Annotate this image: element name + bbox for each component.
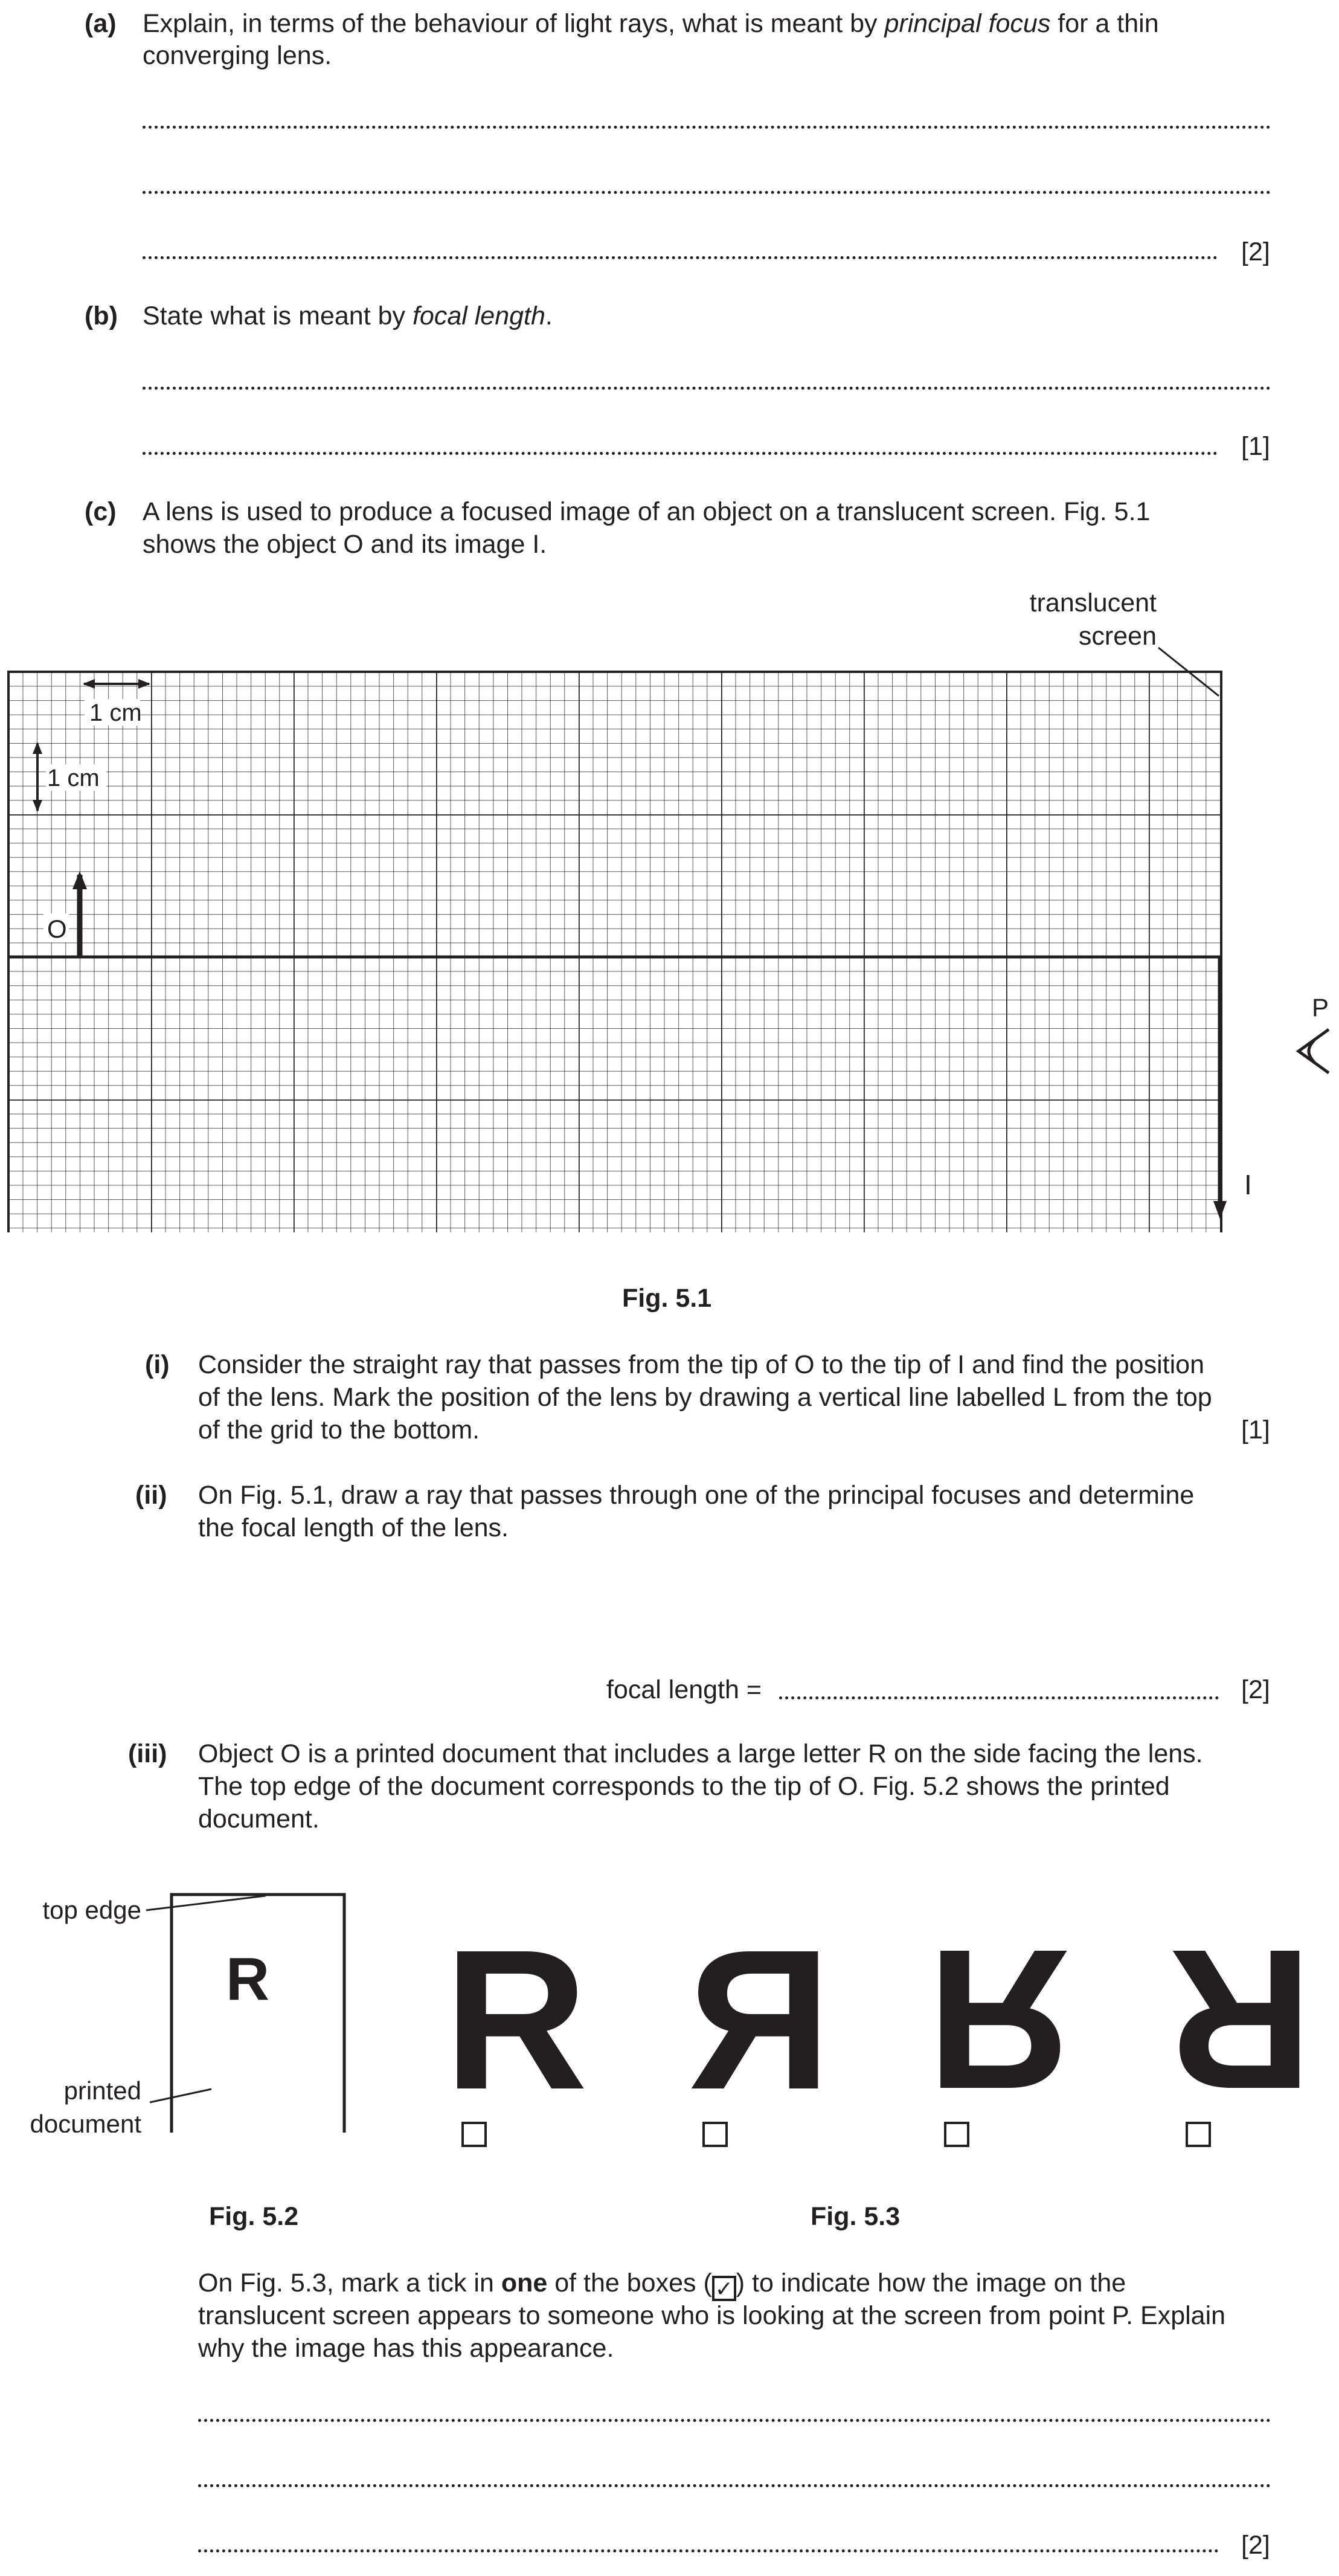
part-a-label: (a) — [85, 9, 117, 38]
fig-5-1 — [0, 580, 1339, 1232]
part-c-line1: A lens is used to produce a focused image of an object on a translucent screen. Fig. 5.1 — [143, 497, 1151, 526]
part-ciii-line3: document. — [198, 1805, 319, 1834]
option-3-checkbox[interactable] — [944, 2122, 969, 2147]
fig-5-2-caption: Fig. 5.2 — [209, 2202, 299, 2231]
part-cii-line2: the focal length of the lens. — [198, 1513, 509, 1542]
top-edge-label: top edge — [42, 1896, 141, 1924]
answer-line-b1[interactable] — [143, 387, 1271, 390]
part-ciii-label: (iii) — [128, 1739, 167, 1768]
document-letter: R — [225, 1945, 270, 2013]
document-label-line1: printed — [63, 2076, 141, 2105]
option-1-letter: R — [444, 1908, 588, 2131]
part-a-question-line2: converging lens. — [143, 41, 332, 70]
focal-length-label: focal length = — [606, 1675, 762, 1704]
option-1-checkbox[interactable] — [461, 2122, 487, 2147]
tick-instruction-line2: translucent screen appears to someone who is looking at the screen from point P. Explain — [198, 2301, 1226, 2330]
answer-line-b2[interactable] — [143, 452, 1218, 455]
part-a-marks: [2] — [1241, 237, 1270, 266]
option-2-letter-mirrored: R — [687, 1908, 832, 2131]
option-3-letter-flipped: R — [927, 1908, 1071, 2131]
answer-line-ciii2[interactable] — [198, 2484, 1271, 2487]
part-ci-line2: of the lens. Mark the position of the lens by drawing a vertical line labelled L from the top — [198, 1383, 1212, 1412]
part-ciii-line1: Object O is a printed document that includes a large letter R on the side facing the lens. — [198, 1739, 1203, 1768]
part-ci-marks: [1] — [1241, 1415, 1270, 1444]
part-c-line2: shows the object O and its image I. — [143, 530, 547, 559]
answer-line-ciii3[interactable] — [198, 2549, 1219, 2552]
document-label-line2: document — [30, 2110, 141, 2133]
focal-length-answer-field[interactable] — [779, 1696, 1219, 1699]
part-b-question: State what is meant by focal length. — [143, 301, 553, 330]
answer-line-a2[interactable] — [143, 191, 1271, 194]
screen-label-line1: translucent — [1029, 588, 1157, 617]
fig-5-1-caption: Fig. 5.1 — [622, 1284, 712, 1313]
option-4-letter-rotated: R — [1169, 1908, 1313, 2131]
fig-5-3-caption: Fig. 5.3 — [811, 2202, 901, 2231]
part-ci-line1: Consider the straight ray that passes from the tip of O to the tip of I and find the position — [198, 1350, 1204, 1379]
object-label: O — [47, 915, 67, 943]
scale-v-label: 1 cm — [47, 765, 100, 791]
tick-example-box: ✓ — [712, 2276, 736, 2301]
answer-line-ciii1[interactable] — [198, 2419, 1271, 2422]
part-b-label: (b) — [85, 301, 118, 330]
eye-icon — [1299, 1029, 1329, 1073]
tick-instruction-line3: why the image has this appearance. — [198, 2334, 614, 2363]
part-c-label: (c) — [85, 497, 117, 526]
part-b-marks: [1] — [1241, 432, 1270, 461]
scale-h-label: 1 cm — [89, 700, 142, 726]
part-a-question-line1: Explain, in terms of the behaviour of light rays, what is meant by principal focus for a thin — [143, 9, 1159, 38]
part-cii-label: (ii) — [135, 1481, 167, 1510]
part-ci-label: (i) — [145, 1350, 170, 1379]
answer-line-a1[interactable] — [143, 126, 1271, 129]
part-ci-line3: of the grid to the bottom. — [198, 1415, 480, 1444]
tick-instruction-line1: On Fig. 5.3, mark a tick in one of the boxes ( ✓ ) to indicate how the image on the — [198, 2268, 1126, 2301]
answer-line-a3[interactable] — [143, 256, 1218, 259]
part-cii-marks: [2] — [1241, 1675, 1270, 1704]
part-ciii-line2: The top edge of the document corresponds to the tip of O. Fig. 5.2 shows the printed — [198, 1772, 1170, 1801]
point-p-label: P — [1312, 993, 1329, 1022]
fig-5-2 — [0, 1879, 362, 2133]
printed-document-rect — [172, 1895, 344, 2133]
image-label: I — [1244, 1169, 1252, 1200]
screen-label-line2: screen — [1078, 622, 1157, 651]
option-4-checkbox[interactable] — [1186, 2122, 1211, 2147]
graph-grid[interactable] — [8, 672, 1221, 1232]
part-ciii-marks: [2] — [1241, 2531, 1270, 2560]
part-cii-line1: On Fig. 5.1, draw a ray that passes through one of the principal focuses and determine — [198, 1481, 1195, 1510]
option-2-checkbox[interactable] — [702, 2122, 728, 2147]
